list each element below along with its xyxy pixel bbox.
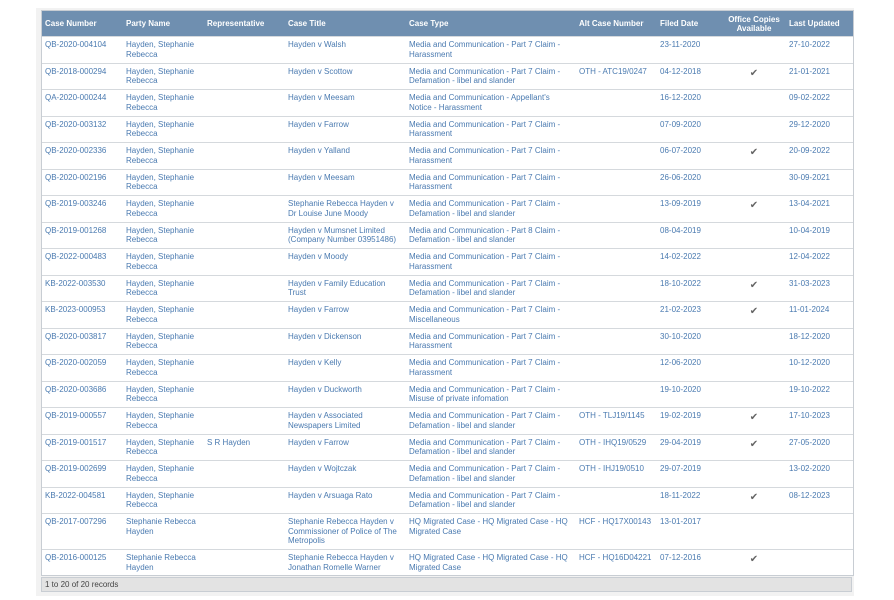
- row-filed-date[interactable]: 06-07-2020: [660, 146, 701, 155]
- row-case-number[interactable]: QB-2016-000125: [45, 553, 107, 562]
- column-header-case-number[interactable]: Case Number: [45, 19, 97, 28]
- column-header-case-title[interactable]: Case Title: [288, 19, 326, 28]
- row-case-type[interactable]: Media and Communication - Part 7 Claim - Defamation - libel and slander: [409, 411, 561, 430]
- row-representative[interactable]: [204, 488, 285, 514]
- row-case-title[interactable]: Hayden v Family Education Trust: [288, 278, 386, 297]
- row-representative[interactable]: [204, 382, 285, 408]
- row-office-copies: [722, 90, 786, 116]
- records-footer: [41, 577, 852, 592]
- row-filed-date[interactable]: 19-02-2019: [660, 411, 701, 420]
- table-row[interactable]: [42, 222, 853, 249]
- row-filed-date[interactable]: 13-01-2017: [660, 517, 701, 526]
- row-alt-case-number[interactable]: [576, 90, 657, 116]
- table-row[interactable]: [42, 116, 853, 143]
- row-alt-case-number[interactable]: [576, 223, 657, 249]
- row-case-number[interactable]: QB-2020-002196: [45, 172, 107, 182]
- row-office-copies: [722, 514, 786, 549]
- row-case-number[interactable]: QB-2020-003817: [45, 331, 107, 341]
- row-office-copies: [722, 488, 786, 514]
- row-case-type[interactable]: Media and Communication - Part 7 Claim - Harassment: [409, 252, 561, 271]
- row-alt-case-number[interactable]: OTH - IHQ19/0529: [579, 437, 647, 447]
- row-representative[interactable]: [204, 196, 285, 222]
- row-last-updated[interactable]: 18-12-2020: [789, 331, 830, 341]
- row-filed-date[interactable]: 26-06-2020: [660, 172, 701, 182]
- row-case-number[interactable]: KB-2022-004581: [45, 490, 106, 500]
- row-representative[interactable]: [204, 514, 285, 549]
- row-case-title[interactable]: Stephanie Rebecca Hayden v Dr Louise June Moody: [288, 199, 394, 218]
- row-last-updated[interactable]: 21-01-2021: [789, 66, 830, 76]
- case-results-table: [41, 10, 854, 576]
- row-party-name[interactable]: Hayden, Stephanie Rebecca: [126, 93, 195, 112]
- row-filed-date[interactable]: 29-04-2019: [660, 437, 701, 447]
- row-filed-date[interactable]: 12-06-2020: [660, 358, 701, 367]
- row-office-copies: [722, 329, 786, 355]
- column-header-alt-case-number[interactable]: Alt Case Number: [579, 19, 644, 28]
- row-case-title[interactable]: Hayden v Arsuaga Rato: [288, 490, 373, 500]
- row-case-type[interactable]: Media and Communication - Part 7 Claim - Defamation - libel and slander: [409, 278, 561, 297]
- row-filed-date[interactable]: 18-11-2022: [660, 490, 701, 500]
- row-last-updated[interactable]: 19-10-2022: [789, 384, 830, 394]
- row-filed-date[interactable]: 21-02-2023: [660, 305, 701, 314]
- table-row[interactable]: [42, 275, 853, 302]
- row-case-number[interactable]: QB-2022-000483: [45, 252, 107, 261]
- table-row[interactable]: [42, 407, 853, 434]
- row-case-title[interactable]: Hayden v Yalland: [288, 146, 350, 155]
- table-row[interactable]: [42, 169, 853, 196]
- row-case-type[interactable]: Media and Communication - Part 7 Claim - Harassment: [409, 331, 561, 350]
- row-case-type[interactable]: Media and Communication - Part 7 Claim - Harassment: [409, 172, 561, 191]
- row-case-number[interactable]: QB-2019-001517: [45, 437, 107, 447]
- row-office-copies: [722, 408, 786, 434]
- row-party-name[interactable]: Hayden, Stephanie Rebecca: [126, 40, 195, 59]
- row-case-number[interactable]: QB-2018-000294: [45, 66, 107, 76]
- row-alt-case-number[interactable]: [576, 170, 657, 196]
- row-case-number[interactable]: QB-2020-004104: [45, 40, 107, 49]
- row-case-title[interactable]: Hayden v Farrow: [288, 437, 349, 447]
- row-case-type[interactable]: Media and Communication - Part 7 Claim - Harassment: [409, 358, 561, 377]
- row-party-name[interactable]: Hayden, Stephanie Rebecca: [126, 66, 195, 85]
- row-office-copies: [722, 249, 786, 275]
- row-office-copies: [722, 143, 786, 169]
- table-row[interactable]: [42, 549, 853, 575]
- row-case-number[interactable]: KB-2022-003530: [45, 278, 106, 288]
- row-case-type[interactable]: Media and Communication - Part 7 Claim - Defamation - libel and slander: [409, 464, 561, 483]
- row-case-number[interactable]: QB-2020-003132: [45, 119, 107, 129]
- row-case-number[interactable]: QB-2020-002059: [45, 358, 107, 367]
- table-header: [42, 11, 853, 36]
- row-representative[interactable]: [204, 408, 285, 434]
- row-filed-date[interactable]: 29-07-2019: [660, 464, 701, 473]
- row-case-title[interactable]: Hayden v Dickenson: [288, 331, 362, 341]
- row-alt-case-number[interactable]: [576, 355, 657, 381]
- row-party-name[interactable]: Hayden, Stephanie Rebecca: [126, 464, 195, 483]
- row-case-title[interactable]: Hayden v Scottow: [288, 66, 353, 76]
- row-alt-case-number[interactable]: [576, 37, 657, 63]
- column-header-office-copies[interactable]: Office Copies Available: [728, 14, 780, 33]
- row-party-name[interactable]: Hayden, Stephanie Rebecca: [126, 119, 195, 138]
- row-party-name[interactable]: Hayden, Stephanie Rebecca: [126, 252, 195, 271]
- row-case-type[interactable]: Media and Communication - Part 7 Claim - Miscellaneous: [409, 305, 561, 324]
- row-party-name[interactable]: Hayden, Stephanie Rebecca: [126, 490, 195, 509]
- table-body: [42, 36, 853, 575]
- row-last-updated[interactable]: 30-09-2021: [789, 172, 830, 182]
- table-row[interactable]: [42, 354, 853, 381]
- row-party-name[interactable]: Hayden, Stephanie Rebecca: [126, 358, 195, 377]
- row-last-updated[interactable]: 29-12-2020: [789, 119, 830, 129]
- column-header-filed-date[interactable]: Filed Date: [660, 19, 699, 28]
- row-party-name[interactable]: Stephanie Rebecca Hayden: [126, 553, 196, 572]
- row-alt-case-number[interactable]: HCF - HQ17X00143: [579, 517, 652, 526]
- table-row[interactable]: [42, 328, 853, 355]
- row-case-type[interactable]: Media and Communication - Part 7 Claim - Harassment: [409, 40, 561, 59]
- row-office-copies: [722, 550, 786, 575]
- row-alt-case-number[interactable]: [576, 249, 657, 275]
- table-row[interactable]: [42, 487, 853, 514]
- row-office-copies: [722, 355, 786, 381]
- row-filed-date[interactable]: 13-09-2019: [660, 199, 701, 208]
- row-case-type[interactable]: Media and Communication - Part 7 Claim - Harassment: [409, 146, 561, 165]
- row-filed-date[interactable]: 16-12-2020: [660, 93, 701, 102]
- checkmark-icon: ✔: [749, 412, 759, 423]
- row-last-updated[interactable]: 27-10-2022: [789, 40, 830, 49]
- row-office-copies: [722, 64, 786, 90]
- row-alt-case-number[interactable]: [576, 196, 657, 222]
- row-party-name[interactable]: Hayden, Stephanie Rebecca: [126, 437, 195, 456]
- row-party-name[interactable]: Hayden, Stephanie Rebecca: [126, 384, 195, 403]
- checkmark-icon: ✔: [749, 200, 759, 211]
- row-alt-case-number[interactable]: OTH - IHJ19/0510: [579, 464, 644, 473]
- row-filed-date[interactable]: 19-10-2020: [660, 384, 701, 394]
- row-last-updated[interactable]: 11-01-2024: [789, 305, 830, 314]
- row-representative[interactable]: [204, 550, 285, 575]
- table-row[interactable]: [42, 434, 853, 461]
- row-case-title[interactable]: Hayden v Meesam: [288, 172, 355, 182]
- row-alt-case-number[interactable]: [576, 488, 657, 514]
- row-representative[interactable]: [204, 143, 285, 169]
- row-last-updated[interactable]: 27-05-2020: [789, 437, 830, 447]
- row-representative[interactable]: [204, 249, 285, 275]
- row-party-name[interactable]: Hayden, Stephanie Rebecca: [126, 411, 195, 430]
- row-office-copies: [722, 196, 786, 222]
- row-party-name[interactable]: Hayden, Stephanie Rebecca: [126, 199, 195, 218]
- row-case-title[interactable]: Stephanie Rebecca Hayden v Jonathan Romelle Warner: [288, 553, 394, 572]
- row-representative[interactable]: [204, 90, 285, 116]
- row-last-updated[interactable]: 12-04-2022: [789, 252, 830, 261]
- row-office-copies: [722, 382, 786, 408]
- row-case-title[interactable]: Hayden v Kelly: [288, 358, 342, 367]
- table-row[interactable]: [42, 301, 853, 328]
- row-filed-date[interactable]: 07-12-2016: [660, 553, 701, 562]
- row-case-number[interactable]: KB-2023-000953: [45, 305, 106, 314]
- row-alt-case-number[interactable]: [576, 302, 657, 328]
- row-party-name[interactable]: Hayden, Stephanie Rebecca: [126, 305, 195, 324]
- row-filed-date[interactable]: 07-09-2020: [660, 119, 701, 129]
- row-alt-case-number[interactable]: [576, 143, 657, 169]
- row-case-type[interactable]: Media and Communication - Part 7 Claim - Defamation - libel and slander: [409, 199, 561, 218]
- row-office-copies: [722, 37, 786, 63]
- row-representative[interactable]: [204, 329, 285, 355]
- row-representative[interactable]: [204, 170, 285, 196]
- row-filed-date[interactable]: 08-04-2019: [660, 225, 701, 235]
- records-count: 1 to 20 of 20 records: [45, 580, 119, 589]
- row-representative[interactable]: [204, 302, 285, 328]
- row-case-title[interactable]: Hayden v Wojtczak: [288, 464, 357, 473]
- row-last-updated[interactable]: 10-12-2020: [789, 358, 830, 367]
- row-party-name[interactable]: Hayden, Stephanie Rebecca: [126, 278, 195, 297]
- row-case-type[interactable]: Media and Communication - Part 7 Claim - Defamation - libel and slander: [409, 66, 561, 85]
- row-office-copies: [722, 117, 786, 143]
- row-case-type[interactable]: Media and Communication - Part 7 Claim - Defamation - libel and slander: [409, 437, 561, 456]
- row-case-type[interactable]: Media and Communication - Part 7 Claim - Defamation - libel and slander: [409, 490, 561, 509]
- checkmark-icon: ✔: [749, 279, 759, 291]
- row-case-type[interactable]: Media and Communication - Part 7 Claim - Harassment: [409, 119, 561, 138]
- row-office-copies: [722, 223, 786, 249]
- row-filed-date[interactable]: 04-12-2018: [660, 66, 701, 76]
- checkmark-icon: ✔: [749, 554, 759, 565]
- row-representative[interactable]: [204, 276, 285, 302]
- row-case-number[interactable]: QB-2019-002699: [45, 464, 107, 473]
- column-header-last-updated[interactable]: Last Updated: [789, 19, 840, 28]
- row-case-type[interactable]: HQ Migrated Case - HQ Migrated Case - HQ Migrated Case: [409, 553, 568, 572]
- table-row[interactable]: [42, 195, 853, 222]
- row-case-title[interactable]: Hayden v Meesam: [288, 93, 355, 102]
- row-party-name[interactable]: Hayden, Stephanie Rebecca: [126, 225, 195, 244]
- row-representative[interactable]: S R Hayden: [207, 437, 251, 447]
- row-representative[interactable]: [204, 64, 285, 90]
- row-last-updated[interactable]: 31-03-2023: [789, 278, 830, 288]
- row-case-number[interactable]: QB-2020-003686: [45, 384, 107, 394]
- row-representative[interactable]: [204, 461, 285, 487]
- column-header-case-type[interactable]: Case Type: [409, 19, 449, 28]
- row-alt-case-number[interactable]: HCF - HQ16D04221: [579, 553, 652, 562]
- row-alt-case-number[interactable]: [576, 382, 657, 408]
- row-party-name[interactable]: Stephanie Rebecca Hayden: [126, 517, 196, 536]
- table-row[interactable]: [42, 248, 853, 275]
- row-case-title[interactable]: Hayden v Farrow: [288, 119, 349, 129]
- row-alt-case-number[interactable]: OTH - ATC19/0247: [579, 66, 647, 76]
- row-case-number[interactable]: QB-2020-002336: [45, 146, 107, 155]
- row-filed-date[interactable]: 14-02-2022: [660, 252, 701, 261]
- checkmark-icon: ✔: [749, 438, 759, 450]
- row-case-number[interactable]: QB-2017-007296: [45, 517, 107, 526]
- row-office-copies: [722, 170, 786, 196]
- row-case-type[interactable]: Media and Communication - Part 7 Claim - Misuse of private infomation: [409, 384, 561, 403]
- row-alt-case-number[interactable]: [576, 276, 657, 302]
- row-representative[interactable]: [204, 223, 285, 249]
- row-last-updated[interactable]: [786, 514, 853, 549]
- row-case-type[interactable]: Media and Communication - Appellant's Notice - Harassment: [409, 93, 550, 112]
- row-case-title[interactable]: Hayden v Moody: [288, 252, 349, 261]
- row-last-updated[interactable]: 13-04-2021: [789, 199, 830, 208]
- table-row[interactable]: [42, 89, 853, 116]
- row-last-updated[interactable]: 08-12-2023: [789, 490, 830, 500]
- table-row[interactable]: [42, 381, 853, 408]
- table-row[interactable]: [42, 513, 853, 549]
- table-row[interactable]: [42, 142, 853, 169]
- row-filed-date[interactable]: 18-10-2022: [660, 278, 701, 288]
- row-representative[interactable]: [204, 37, 285, 63]
- row-office-copies: [722, 461, 786, 487]
- table-row[interactable]: [42, 63, 853, 90]
- row-last-updated[interactable]: 17-10-2023: [789, 411, 830, 420]
- row-party-name[interactable]: Hayden, Stephanie Rebecca: [126, 146, 195, 165]
- row-case-type[interactable]: Media and Communication - Part 8 Claim - Defamation - libel and slander: [409, 225, 561, 244]
- table-row[interactable]: [42, 460, 853, 487]
- checkmark-icon: ✔: [749, 67, 759, 79]
- row-representative[interactable]: [204, 355, 285, 381]
- row-last-updated[interactable]: 13-02-2020: [789, 464, 830, 473]
- row-case-title[interactable]: Hayden v Walsh: [288, 40, 346, 49]
- row-case-number[interactable]: QB-2019-000557: [45, 411, 107, 420]
- row-case-title[interactable]: Stephanie Rebecca Hayden v Commissioner of Police of The Metropolis: [288, 517, 397, 545]
- checkmark-icon: ✔: [749, 147, 759, 158]
- row-party-name[interactable]: Hayden, Stephanie Rebecca: [126, 331, 195, 350]
- column-header-representative[interactable]: Representative: [207, 19, 265, 28]
- row-case-title[interactable]: Hayden v Mumsnet Limited (Company Number 03951486): [288, 225, 397, 244]
- row-case-number[interactable]: QB-2019-003246: [45, 199, 107, 208]
- row-representative[interactable]: [204, 117, 285, 143]
- row-filed-date[interactable]: 23-11-2020: [660, 40, 701, 49]
- row-case-number[interactable]: QA-2020-000244: [45, 93, 107, 102]
- row-filed-date[interactable]: 30-10-2020: [660, 331, 701, 341]
- row-office-copies: [722, 276, 786, 302]
- row-last-updated[interactable]: 10-04-2019: [789, 225, 830, 235]
- row-case-type[interactable]: HQ Migrated Case - HQ Migrated Case - HQ Migrated Case: [409, 517, 568, 536]
- row-case-title[interactable]: Hayden v Duckworth: [288, 384, 362, 394]
- row-office-copies: [722, 435, 786, 461]
- row-last-updated[interactable]: 09-02-2022: [789, 93, 830, 102]
- row-last-updated[interactable]: 20-09-2022: [789, 146, 830, 155]
- row-alt-case-number[interactable]: OTH - TLJ19/1145: [579, 411, 645, 420]
- row-case-title[interactable]: Hayden v Associated Newspapers Limited: [288, 411, 363, 430]
- row-alt-case-number[interactable]: [576, 117, 657, 143]
- table-row[interactable]: [42, 36, 853, 63]
- row-case-title[interactable]: Hayden v Farrow: [288, 305, 349, 314]
- row-case-number[interactable]: QB-2019-001268: [45, 225, 107, 235]
- row-office-copies: [722, 302, 786, 328]
- row-party-name[interactable]: Hayden, Stephanie Rebecca: [126, 172, 195, 191]
- column-header-party-name[interactable]: Party Name: [126, 19, 171, 28]
- checkmark-icon: ✔: [749, 306, 759, 317]
- row-last-updated[interactable]: [786, 550, 853, 575]
- checkmark-icon: ✔: [749, 491, 759, 503]
- row-alt-case-number[interactable]: [576, 329, 657, 355]
